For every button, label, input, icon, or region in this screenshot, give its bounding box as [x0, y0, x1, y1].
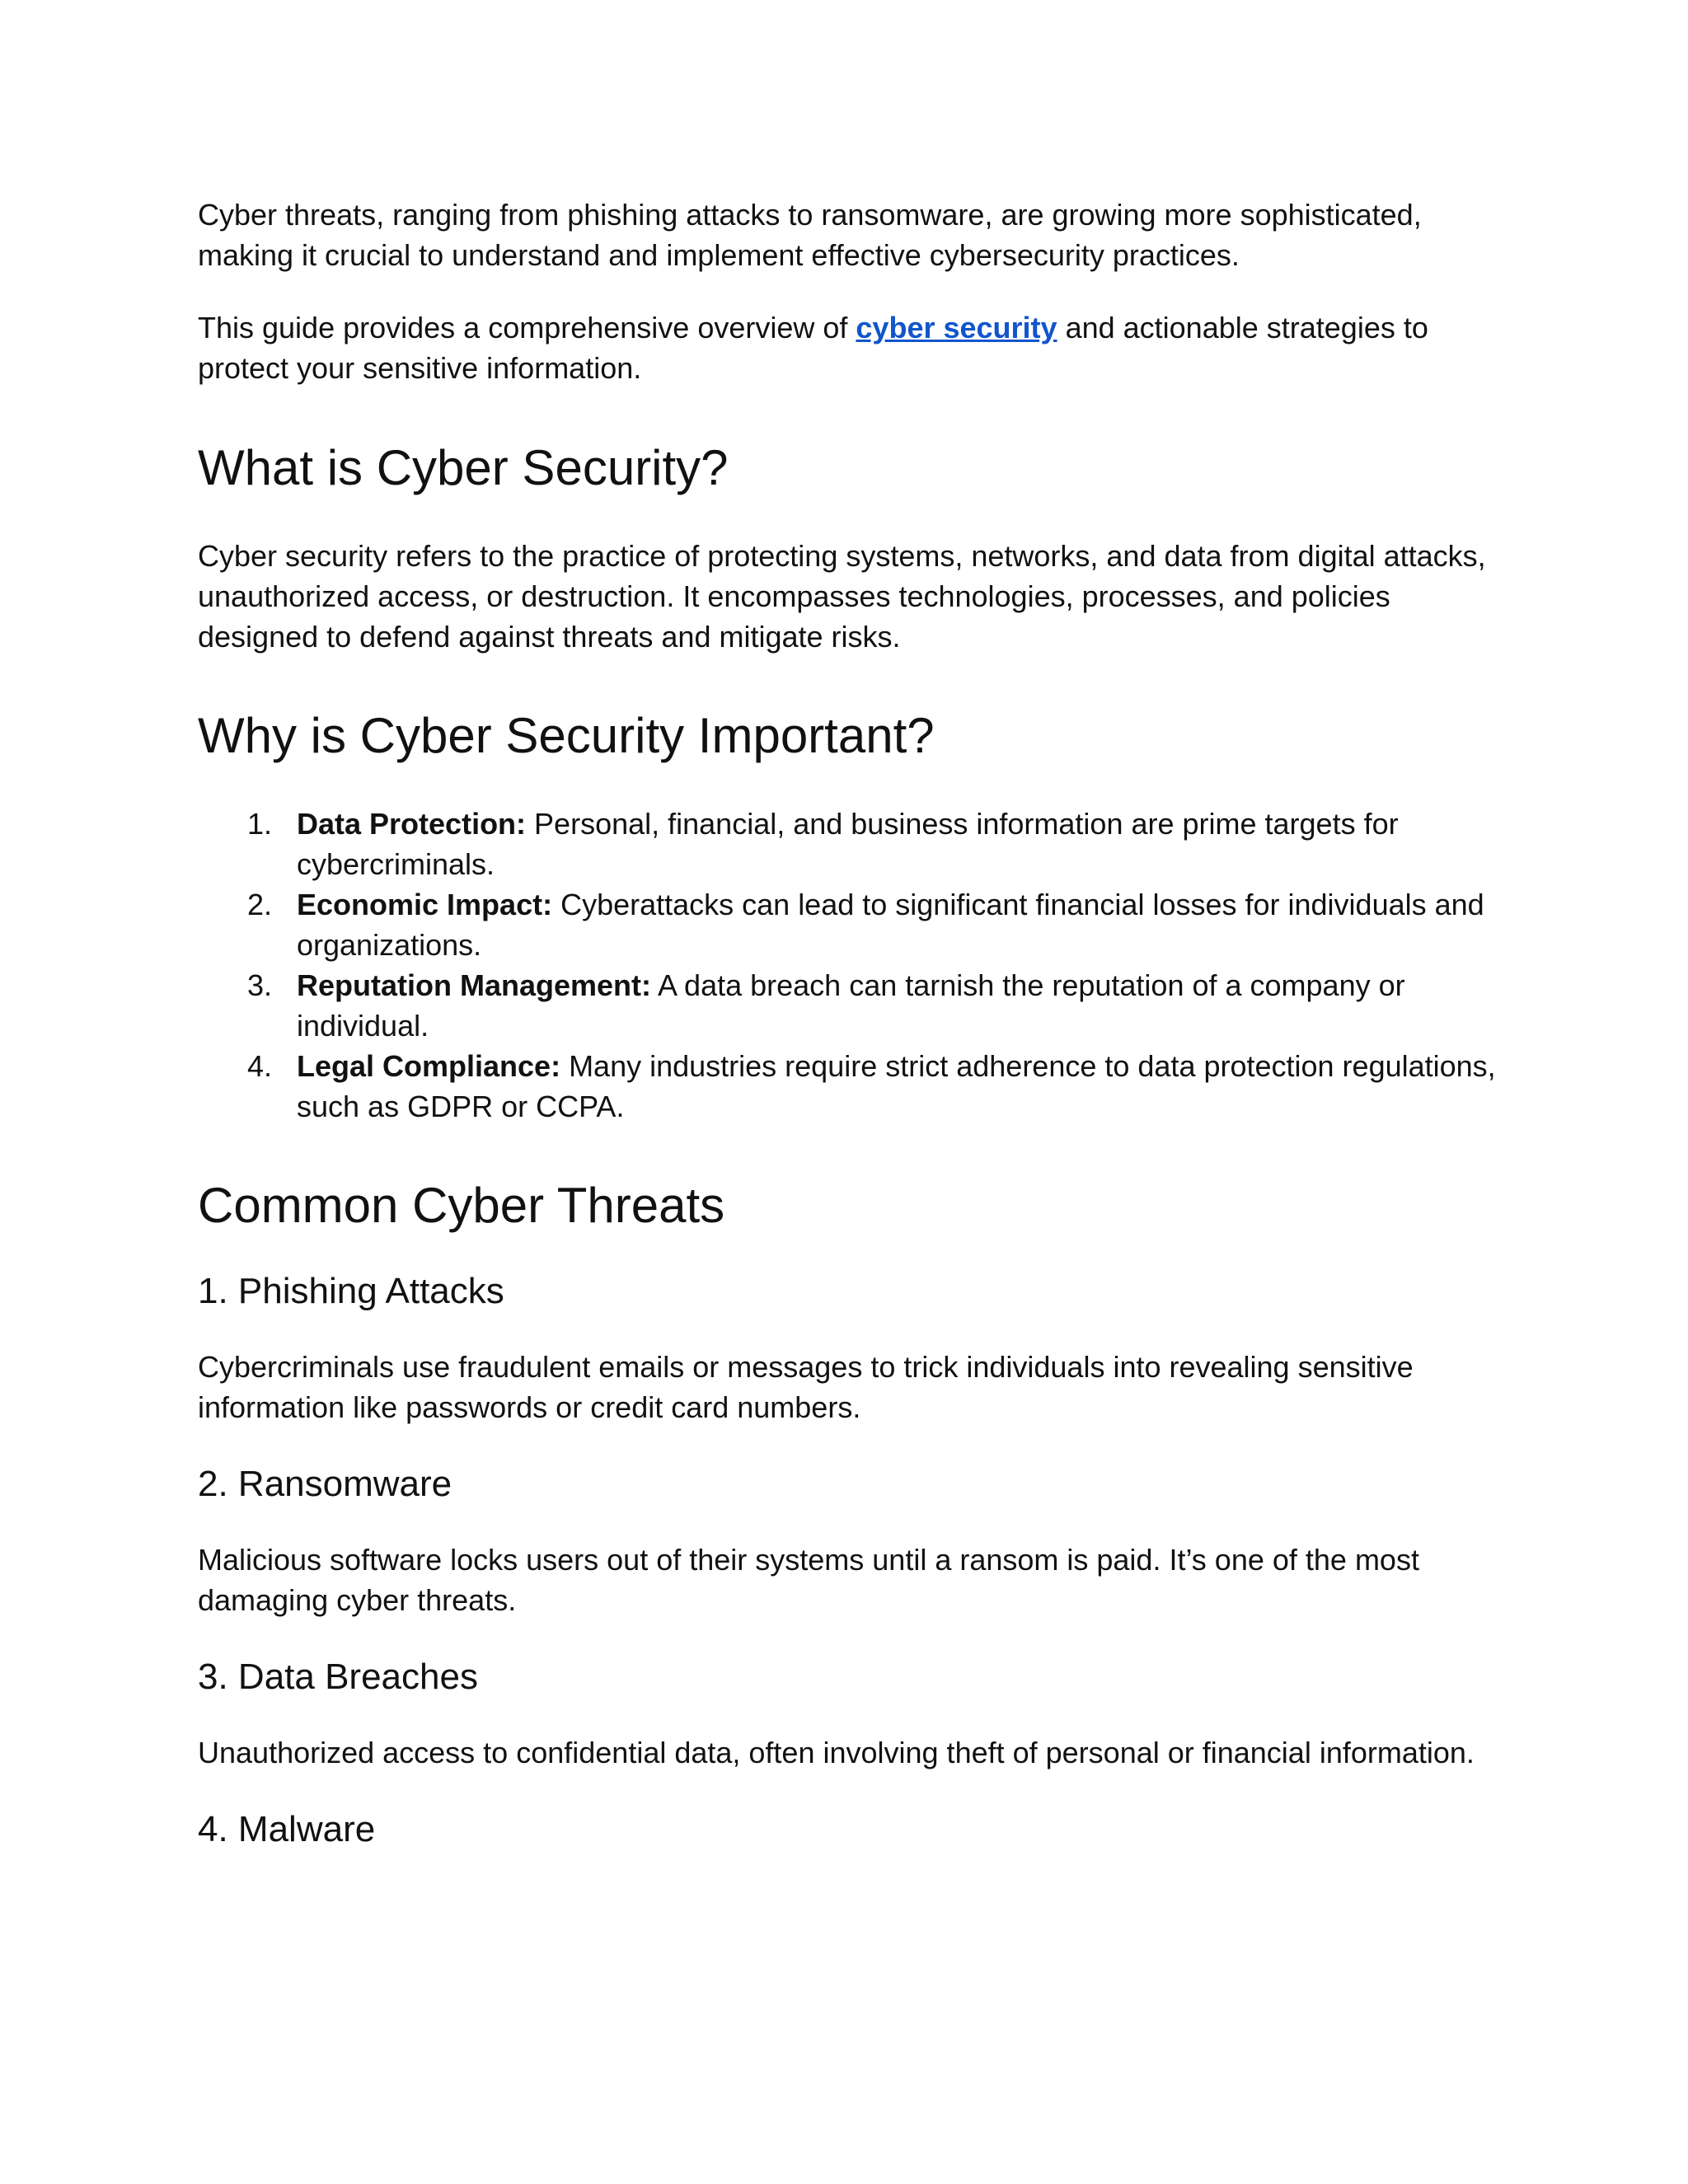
threat-title-phishing: 1. Phishing Attacks [198, 1271, 504, 1311]
list-item-text: A data breach can tarnish the reputation of a company or individual. [297, 968, 1405, 1043]
list-item [198, 884, 1500, 965]
list-item-label: Data Protection: [297, 807, 527, 841]
list-item-label: Reputation Management: [297, 968, 652, 1002]
what-is-body: Cyber security refers to the practice of protecting systems, networks, and data from digital attacks, unauthorized access, or destruction. It encompasses technologies, processes, and policies designed to defend against threats and mitigate risks. [198, 539, 1486, 654]
intro-text-before-link: This guide provides a comprehensive overview of [198, 311, 856, 344]
heading-common-threats: Common Cyber Threats [198, 1178, 725, 1233]
threat-body-phishing: Cybercriminals use fraudulent emails or messages to trick individuals into revealing sensitive information like passwords or credit card numbers. [198, 1350, 1414, 1424]
list-item-label: Legal Compliance: [297, 1049, 561, 1083]
intro-paragraph-1: Cyber threats, ranging from phishing attacks to ransomware, are growing more sophisticated, making it crucial to understand and implement effective cybersecurity practices. [198, 198, 1422, 272]
threat-title-data-breaches: 3. Data Breaches [198, 1657, 478, 1697]
list-item-text: Cyberattacks can lead to significant financial losses for individuals and organizations. [297, 888, 1484, 962]
document-page [198, 194, 1500, 1853]
heading-why-important: Why is Cyber Security Important? [198, 708, 935, 763]
intro-text-after-link: and actionable strategies to protect your sensitive information. [198, 311, 1428, 385]
list-item-number: 2. [247, 888, 273, 921]
threat-body-ransomware: Malicious software locks users out of their systems until a ransom is paid. It’s one of the most damaging cyber threats. [198, 1543, 1419, 1617]
cyber-security-link[interactable]: cyber security [856, 311, 1057, 344]
list-item-text: Personal, financial, and business information are prime targets for cybercriminals. [297, 807, 1399, 881]
threat-title-ransomware: 2. Ransomware [198, 1464, 452, 1504]
list-item [198, 804, 1500, 884]
intro-paragraph-2 [198, 307, 1500, 388]
list-item-label: Economic Impact: [297, 888, 553, 921]
list-item-number: 3. [247, 968, 273, 1002]
heading-what-is-cyber-security: What is Cyber Security? [198, 440, 729, 495]
list-item-number: 4. [247, 1049, 273, 1083]
importance-list [198, 804, 1500, 1127]
list-item-number: 1. [247, 807, 273, 841]
threat-title-malware: 4. Malware [198, 1809, 376, 1849]
list-item [198, 965, 1500, 1046]
list-item-text: Many industries require strict adherence to data protection regulations, such as GDPR or CCPA. [297, 1049, 1496, 1123]
list-item [198, 1046, 1500, 1127]
threat-body-data-breaches: Unauthorized access to confidential data, often involving theft of personal or financial information. [198, 1736, 1475, 1769]
